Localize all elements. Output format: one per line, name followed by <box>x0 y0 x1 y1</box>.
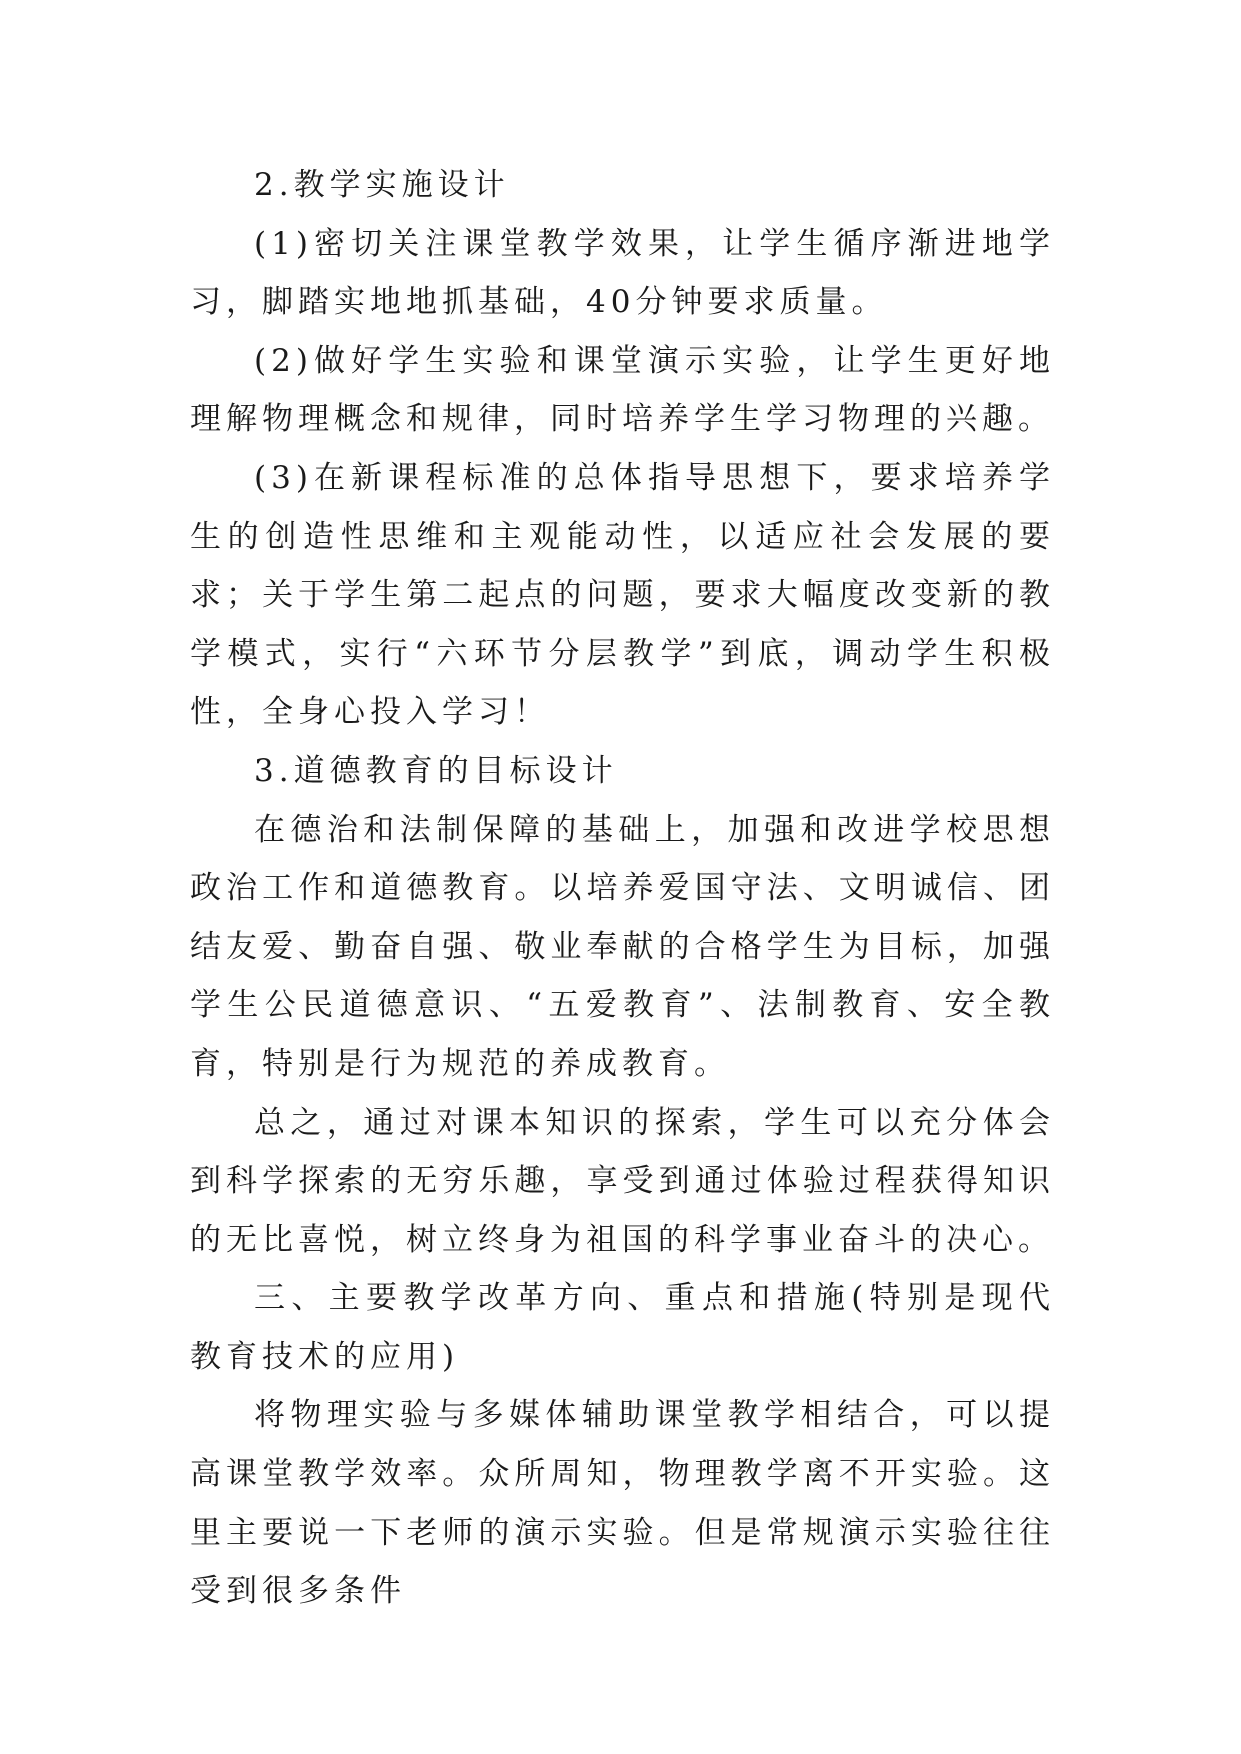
paragraph-item-2: (2)做好学生实验和课堂演示实验，让学生更好地理解物理概念和规律，同时培养学生学习物理的兴趣。 <box>190 342 1055 438</box>
paragraph-item-1: (1)密切关注课堂教学效果，让学生循序渐进地学习，脚踏实地地抓基础，40分钟要求质量。 <box>190 225 1055 321</box>
paragraph-item-3: (3)在新课程标准的总体指导思想下，要求培养学生的创造性思维和主观能动性，以适应社会发展的要求；关于学生第二起点的问题，要求大幅度改变新的教学模式，实行“六环节分层教学”到底，调动学生积极性，全身心投入学习！ <box>190 459 1055 731</box>
heading-teaching-implementation: 2.教学实施设计 <box>254 167 510 203</box>
heading-reform-direction: 三、主要教学改革方向、重点和措施(特别是现代教育技术的应用) <box>190 1280 1055 1375</box>
heading-moral-education: 3.道德教育的目标设计 <box>254 752 618 789</box>
paragraph-summary: 总之，通过对课本知识的探索，学生可以充分体会到科学探索的无穷乐趣，享受到通过体验过程获得知识的无比喜悦，树立终身为祖国的科学事业奋斗的决心。 <box>190 1104 1055 1258</box>
paragraph-moral-education: 在德治和法制保障的基础上，加强和改进学校思想政治工作和道德教育。以培养爱国守法、文明诚信、团结友爱、勤奋自强、敬业奉献的合格学生为目标，加强学生公民道德意识、“五爱教育”、法制教育、安全教育，特别是行为规范的养成教育。 <box>190 811 1055 1082</box>
paragraph-reform-measures: 将物理实验与多媒体辅助课堂教学相结合，可以提高课堂教学效率。众所周知，物理教学离不开实验。这里主要说一下老师的演示实验。但是常规演示实验往往受到很多条件 <box>190 1397 1055 1610</box>
document-body <box>190 156 1055 1621</box>
